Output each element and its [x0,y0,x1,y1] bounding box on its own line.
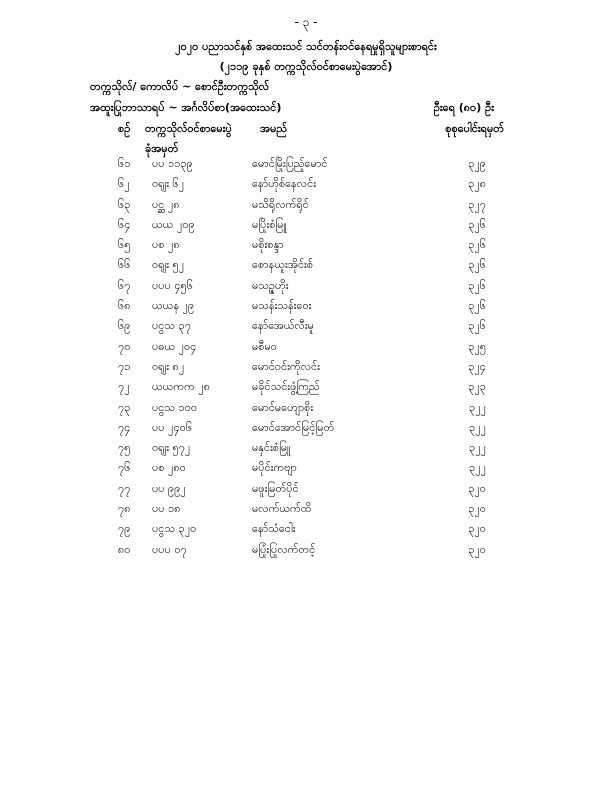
cell-no: ၇၃ [118,400,131,414]
cell-score: ၃၂၇ [468,197,486,211]
table-row [0,401,612,421]
table-row [0,441,612,461]
cell-name: စောနယူးအိုင်းစ် [252,258,314,272]
cell-roll: ပပ ၉၉၂ [152,481,186,495]
cell-name: မသဉ္ဇဟိုး [252,278,289,292]
cell-no: ၇၀ [118,339,131,353]
column-header-name: အမည် [260,122,288,135]
table-row [0,218,612,238]
table-row [0,421,612,441]
column-header-score: စုစုပေါင်းရမှတ် [445,122,504,135]
cell-no: ၆၅ [118,238,131,252]
cell-roll: ပပ ၁၈ [152,502,181,516]
cell-score: ၃၂၆ [468,238,486,252]
cell-roll: ဝရျး ၆၂ [152,177,185,191]
cell-score: ၃၂၄ [468,359,486,373]
cell-name: မခိုင်သင်းဖွံ့ကြည် [252,380,320,394]
table-row [0,279,612,299]
cell-score: ၃၂၂ [469,441,486,455]
cell-score: ၃၂၆ [468,258,486,272]
table-row [0,380,612,400]
table-row [0,522,612,542]
cell-name: မစိုးစန္ဒာ [252,238,284,252]
results-table [0,157,612,563]
cell-no: ၆၈ [118,299,131,313]
table-row [0,482,612,502]
cell-roll: ပင္ဆ ၂၈ [152,197,180,211]
table-row [0,319,612,339]
cell-roll: ဝရျး ၅၇၂ [152,441,191,455]
cell-score: ၃၂၀ [468,522,486,536]
document-subtitle: (၂၁၁၉ ခုနှစ် တက္ကသိုလ်ဝင်စာမေးပွဲအောင်) [219,60,393,73]
cell-name: မလက်ယက်ထိ [252,502,312,516]
cell-name: မောင်အောင်မြင့်မြတ် [252,420,335,434]
table-row [0,157,612,177]
cell-no: ၇၉ [118,522,131,536]
cell-roll: ဝရျး ၅၂ [152,258,185,272]
cell-no: ၇၇ [118,481,131,495]
cell-name: မောင်ဝင်းကိုလင်း [252,359,320,373]
cell-score: ၃၂၅ [468,339,486,353]
cell-no: ၆၁ [118,157,131,170]
cell-roll: ယယ ၂၀၉ [152,217,195,231]
cell-score: ၃၂၂ [469,420,486,434]
table-row [0,177,612,197]
cell-no: ၇၈ [118,502,131,516]
cell-score: ၃၂၆ [468,299,486,313]
cell-no: ၇၆ [118,461,131,475]
document-title: ၂၀၂၀ ပညာသင်နှစ် အထေးသင် သင်တန်းဝင်နေရမှုရှိသူများစာရင်း [175,40,437,53]
table-row [0,461,612,481]
cell-roll: ပပပ ၀၇ [152,542,187,556]
page-number: - ၃ - [294,15,318,29]
cell-no: ၆၆ [118,258,131,272]
headcount: ဦးရေ (၈၀) ဦး [433,101,494,114]
cell-roll: ပငွသ ၃၇ [152,319,191,333]
cell-score: ၃၂၈ [468,177,486,191]
cell-score: ၃၂၂ [469,400,486,414]
cell-no: ၆၃ [118,197,131,211]
table-row [0,502,612,522]
cell-no: ၇၁ [118,359,131,373]
cell-roll: ပစ ၂၈ [152,238,180,252]
cell-name: မစီမဝ [252,339,277,353]
cell-roll: ယယန ၂၉ [152,299,195,313]
cell-name: မနှင်းစံမြူ [252,441,291,455]
table-row [0,360,612,380]
cell-score: ၃၂၂ [469,461,486,475]
cell-roll: ပငွသ ၁၀၀ [152,400,198,414]
cell-no: ၆၄ [118,217,131,231]
column-header-no: စဉ် [118,122,131,135]
cell-score: ၃၂၀ [468,502,486,516]
cell-name: နော်အေယ်လီးမူ [252,319,314,333]
major-line: အထူးပြုဘာသာရပ် ~ အင်္ဂလိပ်စာ(အထေးသင်) [90,101,282,114]
cell-name: မပြိုးစံမြူ [252,217,287,231]
cell-roll: ပပ ၂၄၀၆ [152,420,193,434]
cell-no: ၆၉ [118,319,131,333]
cell-name: မောင်မဟျောစိုး [252,400,314,414]
university-line: တက္ကသိုလ်/ ကောလိပ် ~ စောင်ဦးတက္ကသိုလ် [90,80,270,93]
table-row [0,299,612,319]
cell-no: ၇၂ [118,380,130,394]
column-header-roll [145,122,255,158]
cell-name: မပြုံးပြုလက်တင့် [252,542,316,556]
column-header-roll-line2: ခုံအမှတ် [145,142,179,155]
column-header-roll-line1: တက္ကသိုလ်ဝင်စာမေးပွဲ [145,122,232,135]
cell-name: မသိရိုလက်ရိုင် [252,197,309,211]
cell-roll: ပပ ၁၁၃၉ [152,157,193,170]
table-row [0,340,612,360]
cell-no: ၆၂ [118,177,130,191]
cell-roll: ပပပ ၄၅၆ [152,278,193,292]
cell-roll: ယယကက ၂၈ [152,380,211,394]
cell-score: ၃၂၉ [468,157,486,170]
table-row [0,258,612,278]
cell-roll: ပငွသ ၃၂၀ [152,522,197,536]
cell-no: ၇၄ [118,420,131,434]
cell-roll: ပဓယ ၂၀၄ [152,339,197,353]
cell-name: နော်သံငေါး [252,522,296,536]
cell-score: ၃၂၆ [468,278,486,292]
cell-score: ၃၂၃ [468,380,486,394]
table-row [0,543,612,563]
cell-name: မဖူးမြတ်ပိုင် [252,481,299,495]
cell-name: မပိုင်းကဗျာ [252,461,297,475]
cell-roll: ဝရျး ၈၂ [152,359,185,373]
cell-roll: ပစ ၂၈၀ [152,461,186,475]
cell-name: မောင်မြိုးပြည့်မောင် [252,157,328,170]
table-row [0,238,612,258]
cell-no: ၈၀ [118,542,131,556]
cell-name: နော်ဟိုစ်နေလင်း [252,177,317,191]
cell-score: ၃၂၆ [468,319,486,333]
cell-name: မသန်းသန်းဝေး [252,299,312,313]
table-row [0,198,612,218]
cell-score: ၃၂၀ [468,542,486,556]
cell-no: ၆၇ [118,278,131,292]
cell-score: ၃၂၆ [468,217,486,231]
cell-score: ၃၂၀ [468,481,486,495]
cell-no: ၇၅ [118,441,131,455]
